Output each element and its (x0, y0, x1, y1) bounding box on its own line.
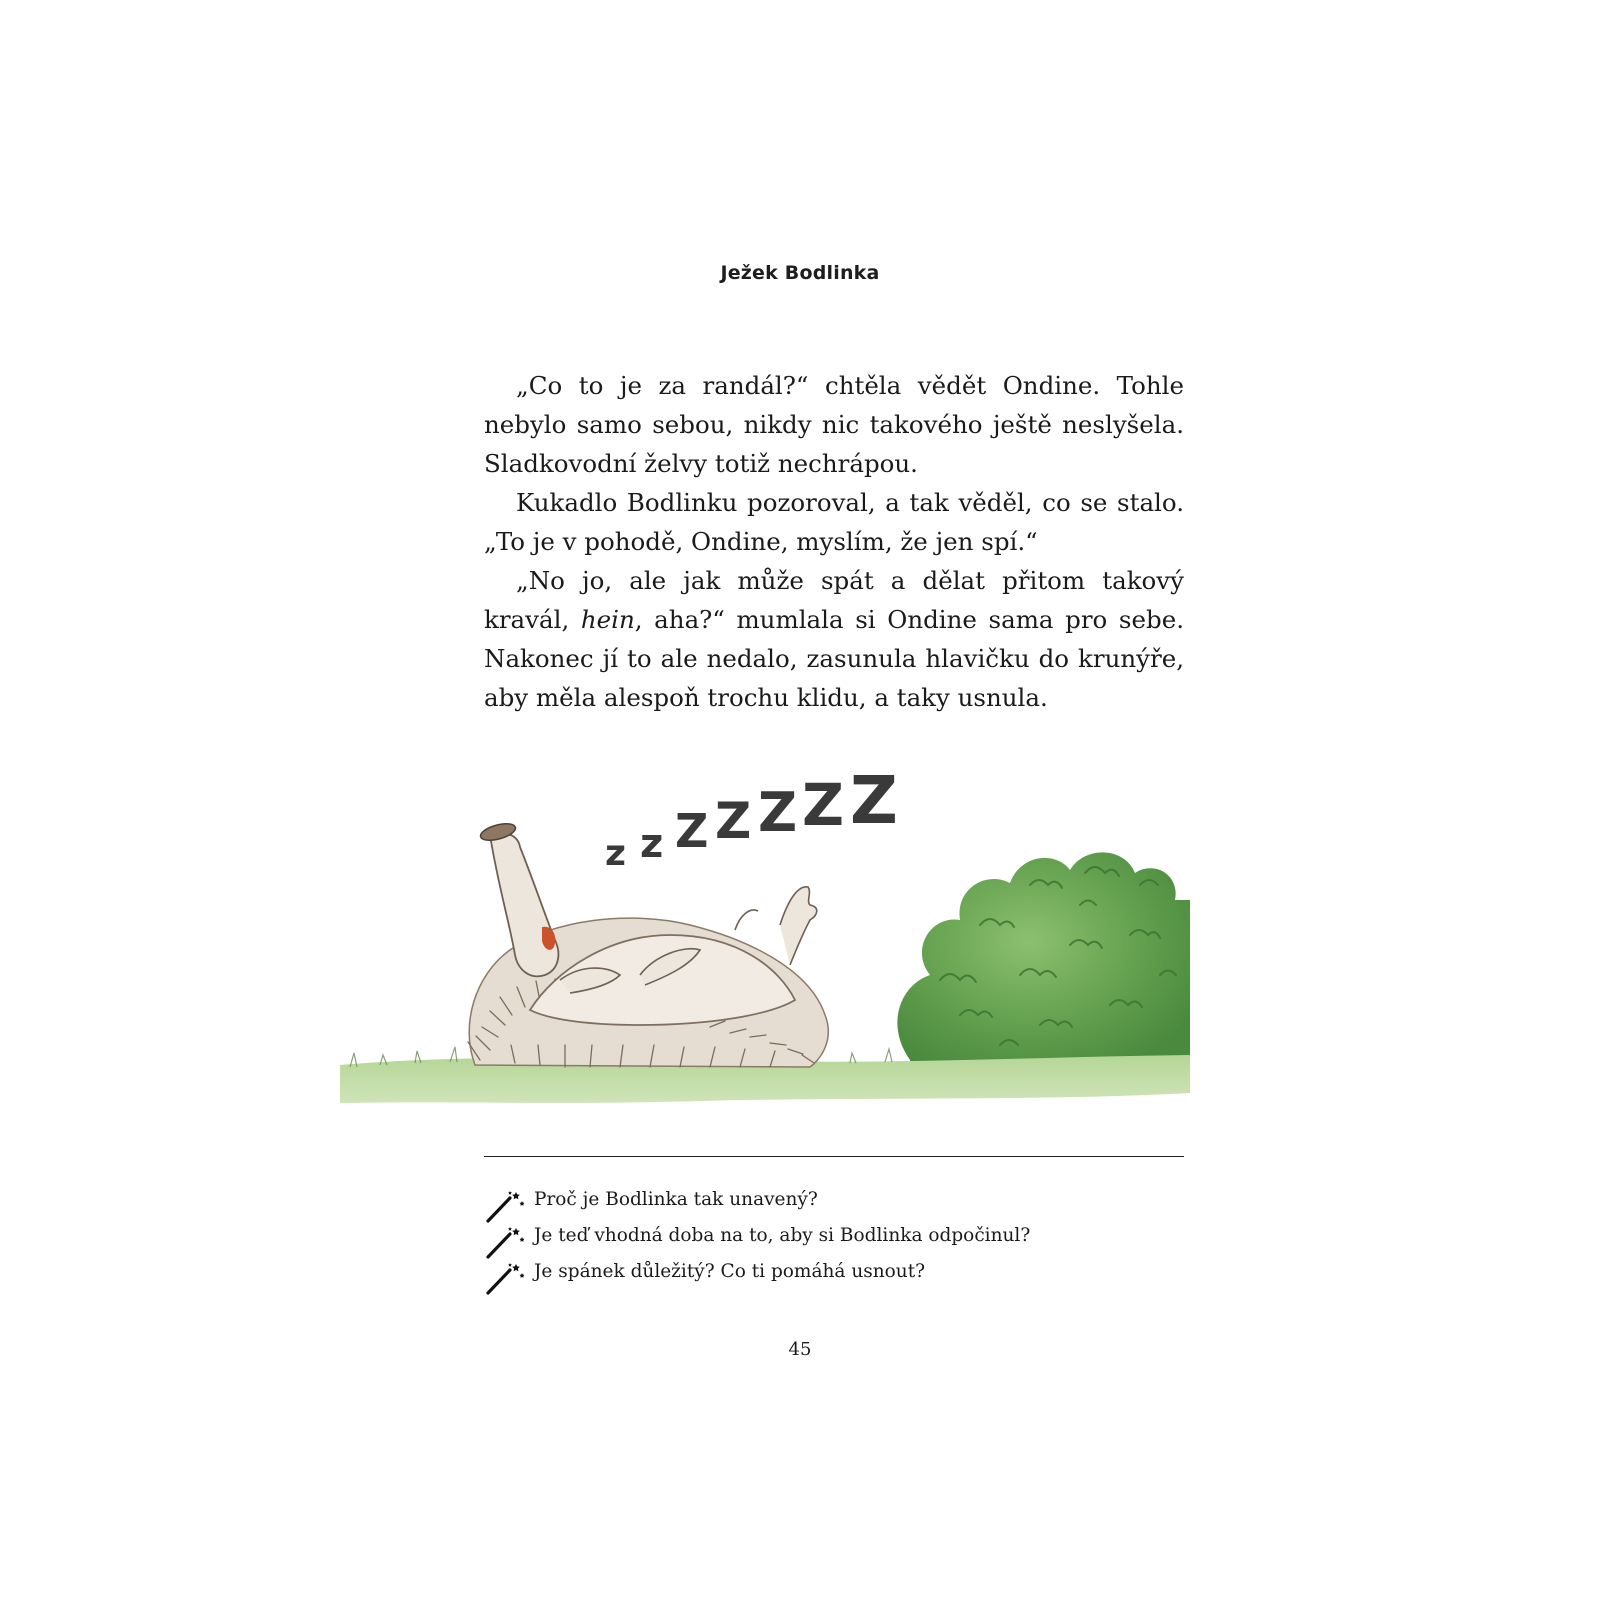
question-list (484, 1188, 1184, 1296)
page-number: 45 (788, 1339, 812, 1360)
snore-letter: z (605, 833, 626, 874)
question-text: Je teď vhodná doba na to, aby si Bodlinka odpočinul? (534, 1225, 1031, 1246)
section-divider (484, 1156, 1184, 1157)
magic-wand-icon (484, 1260, 526, 1296)
paragraph-2: Kukadlo Bodlinku pozoroval, a tak věděl, co se stalo. „To je v pohodě, Ondine, myslím, že jen spí.“ (484, 488, 1184, 556)
snore-letters (605, 775, 898, 874)
snore-letter: z (640, 821, 664, 867)
bush (897, 852, 1190, 1075)
sleeping-hedgehog-illustration (340, 775, 1190, 1135)
paragraph-1: „Co to je za randál?“ chtěla vědět Ondine. Tohle nebylo samo sebou, nikdy nic takového ještě neslyšela. Sladkovodní želvy totiž nechrápou. (484, 371, 1184, 478)
italic-word: hein (580, 605, 635, 634)
question-item (484, 1188, 1184, 1224)
question-text: Je spánek důležitý? Co ti pomáhá usnout? (534, 1261, 926, 1282)
paragraph-3-end: , aha?“ mumlala si Ondine sama pro sebe. Nakonec jí to ale nedalo, zasunula hlavičku do krunýře, aby měla alespoň trochu klidu, a taky usnula. (484, 605, 1184, 712)
snore-letter: Z (675, 804, 709, 858)
story-text (484, 366, 1184, 717)
running-title: Ježek Bodlinka (720, 262, 880, 284)
paragraph-3-start: „No jo, ale jak může spát a dělat přitom takový kravál, (484, 566, 1184, 634)
question-text: Proč je Bodlinka tak unavený? (534, 1189, 818, 1210)
snore-letter: Z (850, 775, 898, 839)
snore-letter: Z (802, 775, 845, 839)
magic-wand-icon (484, 1224, 526, 1260)
question-item (484, 1260, 1184, 1296)
question-item (484, 1224, 1184, 1260)
magic-wand-icon (484, 1188, 526, 1224)
snore-letter: Z (715, 792, 752, 850)
snore-letter: Z (758, 781, 798, 844)
paragraph-3 (484, 561, 1184, 717)
